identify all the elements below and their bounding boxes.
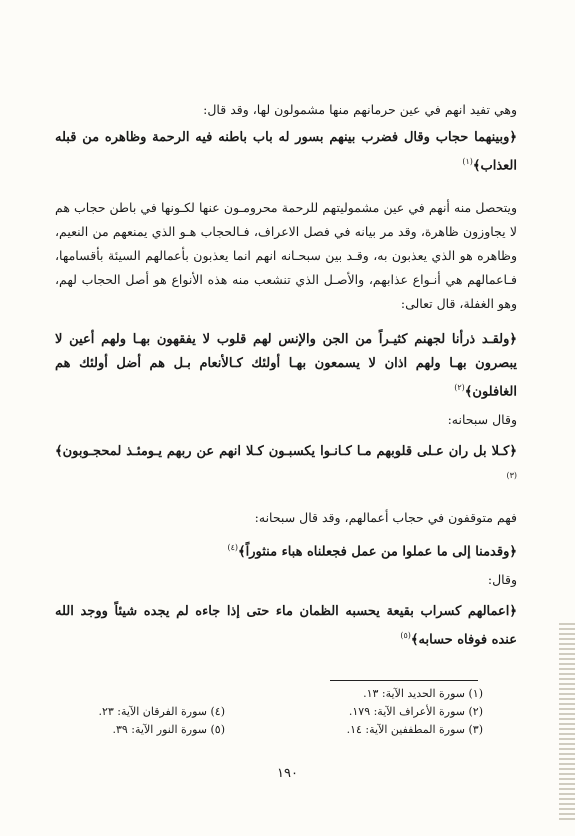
footnote-4: (٤) سورة الفرقان الآية: ٢٣.: [98, 705, 225, 718]
quran-verse-3: ﴿كـلا بل ران عـلى قلوبهم مـا كـانـوا يكسبـون كـلا انهم عن ربهم يـومئـذ لمحجـوبون﴾$^{(٣)}$: [55, 444, 517, 480]
page-number: ١٩٠: [277, 766, 298, 781]
page-edge-decoration: [559, 620, 575, 820]
footnote-1: (١) سورة الحديد الآية: ١٣.: [363, 687, 483, 700]
footnote-3: (٣) سورة المطففين الآية: ١٤.: [346, 723, 483, 736]
footnote-ref-2: (٢): [454, 383, 465, 392]
quran-verse-2: ﴿ولقـد ذرأنا لجهنم كثيـراً من الجن والإنس لهم قلوب لا يفقهون بهـا ولهم أعين لا يبصرون بهـا ولهم اذان لا يسمعون بهـا أولئك كـالأنعام بـل هم أضل أولئك هم الغافلون﴾$^{(٢)}$: [55, 332, 517, 400]
footnote-divider: [330, 680, 478, 681]
paragraph-said-1: وقال سبحانه:: [447, 412, 517, 427]
paragraph-explanation: ويتحصل منه أنهم في عين مشموليتهم للرحمة محرومـون عنها لكـونها في باطن حجاب هم لا يجاوزون ظاهرة، وقد مر بيانه في فصل الاعراف، فـالحجاب هـو الذي يمنعهم من النعيم، وظاهره هو الذي يعذبون به، وقـد بين سبحـانه انهم انما يعذبون بأعمالهم السيئة بأقسامها، فـاعمالهم هي أنـواع عذابهم، والأصـل الذي تنشعب منه هذه الأنواع هو أصل الحجاب لهم، وهو الغفلة، قال تعالى:: [55, 200, 517, 311]
footnote-ref-1: (١): [462, 157, 473, 166]
footnote-ref-5: (٥): [400, 631, 411, 640]
footnote-2: (٢) سورة الأعراف الآية: ١٧٩.: [348, 705, 483, 718]
footnote-ref-3: (٣): [506, 471, 517, 480]
paragraph-intro: وهي تفيد انهم في عين حرمانهم منها مشمولون لها، وقد قال:: [203, 102, 517, 117]
paragraph-said-3: وقال:: [487, 572, 517, 587]
quran-verse-1: ﴿وبينهما حجاب وقال فضرب بينهم بسور له باب باطنه فيه الرحمة وظاهره من قبله العذاب﴾$^{(١)}$: [55, 130, 517, 174]
paragraph-said-2: فهم متوقفون في حجاب أعمالهم، وقد قال سبحانه:: [254, 510, 517, 525]
footnote-ref-4: (٤): [227, 543, 239, 552]
footnote-5: (٥) سورة النور الآية: ٣٩.: [112, 723, 225, 736]
quran-verse-5: ﴿اعمالهم كسراب بقيعة يحسبه الظمان ماء حتى إذا جاءه لم يجده شيئاً ووجد الله عنده فوفاه حسابه﴾$^{(٥)}$: [55, 604, 517, 648]
quran-verse-4: ﴿وقدمنا إلى ما عملوا من عمل فجعلناه هباء منثوراً﴾$^{(٤)}$: [227, 543, 517, 560]
